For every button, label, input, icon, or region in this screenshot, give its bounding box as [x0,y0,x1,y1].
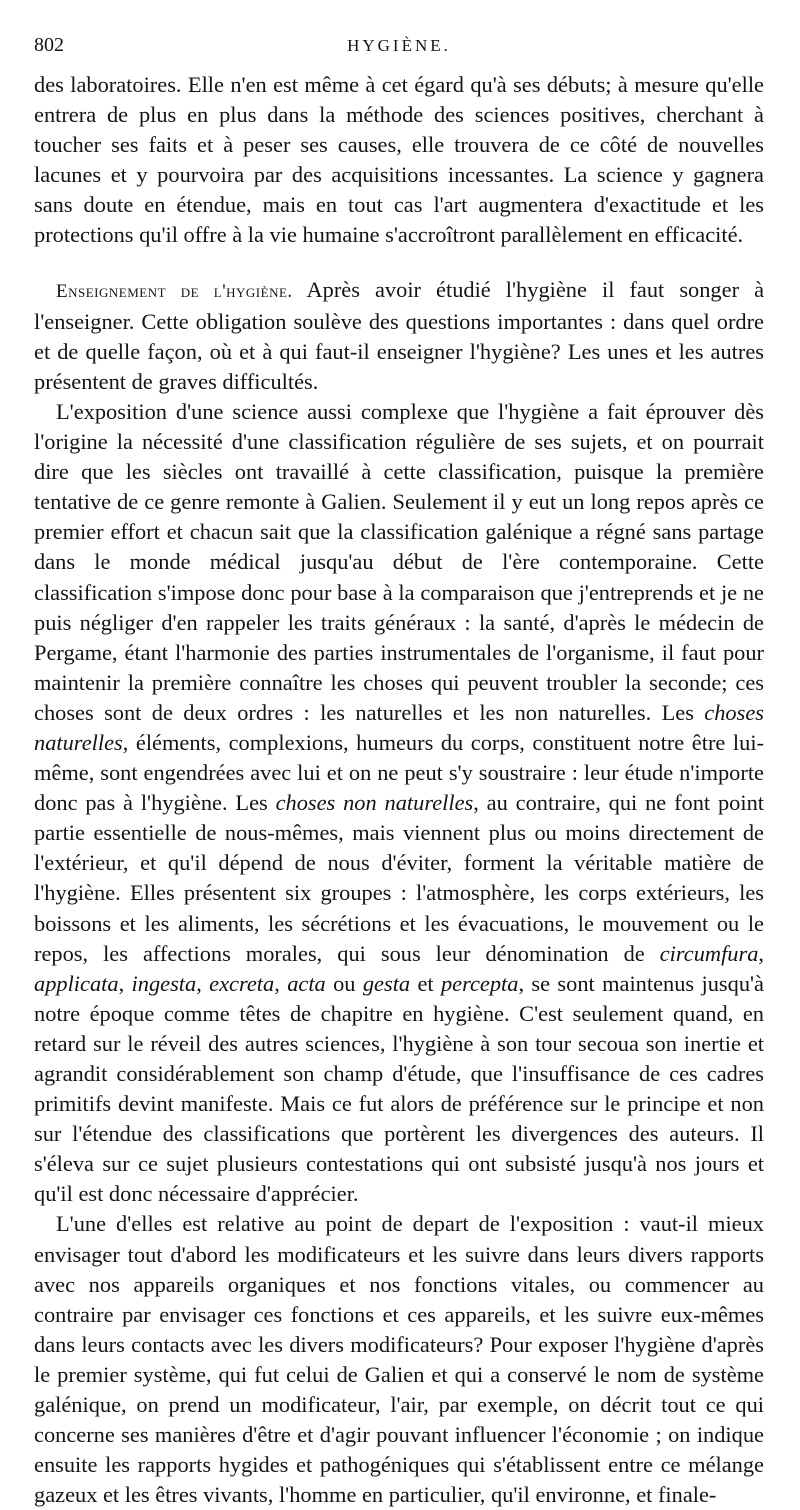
text-segment: , au contraire, qui ne font point partie essentielle de nous-mêmes, mais viennent plus ou moins directement de l'extérieur, et qu'il dépend de nous d'éviter, forment la véritable matière de l'hygiène. Elles présentent six groupes : l'atmosphère, les corps extérieurs, les boissons et les aliments, les sécrétions et les évacuations, le mouvement ou le repos, les affections morales, qui sous leur dénomination de [34,790,764,966]
page-number: 802 [34,34,64,56]
text-segment: des laboratoires. Elle n'en est même à cet égard qu'à ses débuts; à mesure qu'elle entrera de plus en plus dans la méthode des sciences positives, cherchant à toucher ses faits et à peser ses causes, elle trouvera de ce côté de nouvelles lacunes et y pourvoira par des acquisitions incessantes. La science y gagnera sans doute en étendue, mais en tout cas l'art augmentera d'exactitude et les protections qu'il offre à la vie humaine s'accroîtront parallèlement en efficacité. [34,72,764,248]
text-segment: Après avoir étudié l'hygiène il faut songer à l'enseigner. Cette obligation soulève des questions importantes : dans quel ordre et de quelle façon, où et à qui faut-il enseigner l'hygiène? Les unes et les autres présentent de graves difficultés. [34,276,765,394]
italic-term: percepta [440,970,519,996]
body-text [34,70,764,1510]
italic-term: applicata [34,970,119,996]
text-segment: , [274,970,288,996]
text-segment: L'exposition d'une science aussi complexe que l'hygiène a fait éprouver dès l'origine la nécessité d'une classification régulière de ses sujets, et on pourrait dire que les siècles ont travaillé à cette classification, puisque la première tentative de ce genre remonte à Galien. Seulement il y eut un long repos après ce premier effort et chacun sait que la classification galénique a régné sans partage dans le monde médical jusqu'au début de l'ère contemporaine. Cette classification s'impose donc pour base à la comparaison que j'entreprends et je ne puis négliger d'en rappeler les traits généraux : la santé, d'après le médecin de Pergame, étant l'harmonie des parties instrumentales de l'organisme, il faut pour maintenir la première connaître les choses qui peuvent troubler la seconde; ces choses sont de deux ordres : les naturelles et les non naturelles. Les [34,398,764,725]
paragraph-4 [34,1209,764,1510]
text-segment: , se sont maintenus jusqu'à notre époque comme têtes de chapitre en hygiène. C'est seulement quand, en retard sur le réveil des autres sciences, l'hygiène à son tour secoua son inertie et agrandit considérablement son champ d'étude, que l'insuffisance de ces cadres primitifs devint manifeste. Mais ce fut alors de préférence sur le principe et non sur l'étendue des classifications que portèrent les divergences des auteurs. Il s'éleva sur ce sujet plusieurs contestations qui ont subsisté jusqu'à nos jours et qu'il est donc nécessaire d'apprécier. [34,970,764,1207]
text-segment: , [758,940,764,966]
text-segment: ou [325,970,363,996]
running-title: HYGIÈNE. [347,36,451,55]
text-segment: , éléments, complexions, humeurs du corps, constituent notre être lui-même, sont engendrées avec lui et on ne peut s'y soustraire : leur étude n'importe donc pas à l'hygiène. Les [34,729,764,816]
italic-term: ingesta [131,970,197,996]
text-segment: , [118,970,132,996]
paragraph-3 [34,397,764,1210]
paragraph-2 [34,275,764,397]
text-segment: L'une d'elles est relative au point de depart de l'exposition : vaut-il mieux envisager tout d'abord les modificateurs et les suivre dans leurs divers rapports avec nos appareils organiques et nos fonctions vitales, ou commencer au contraire par envisager ces fonctions et ces appareils, et les suivre eux-mêmes dans leurs contacts avec les divers modificateurs? Pour exposer l'hygiène d'après le premier système, qui fut celui de Galien et qui a conservé le nom de système galénique, on prend un modificateur, l'air, par exemple, on décrit tout ce qui concerne ses manières d'être et d'agir pouvant influencer l'économie ; on indique ensuite les rapports hygides et pathogéniques qui s'établissent entre ce mélange gazeux et les êtres vivants, l'homme en particulier, qu'il environne, et finale- [34,1211,764,1508]
italic-term: circumfura [659,940,759,966]
text-segment: , [196,970,210,996]
italic-term: choses non naturelles [275,790,474,816]
italic-term: excreta [209,970,275,996]
italic-term: acta [287,970,326,996]
page-header [34,30,764,70]
section-heading: Enseignement de l'hygiène. [56,280,293,302]
paragraph-1 [34,70,764,251]
italic-term: choses naturelles [34,699,764,755]
text-segment: et [410,970,441,996]
italic-term: gesta [362,970,411,996]
